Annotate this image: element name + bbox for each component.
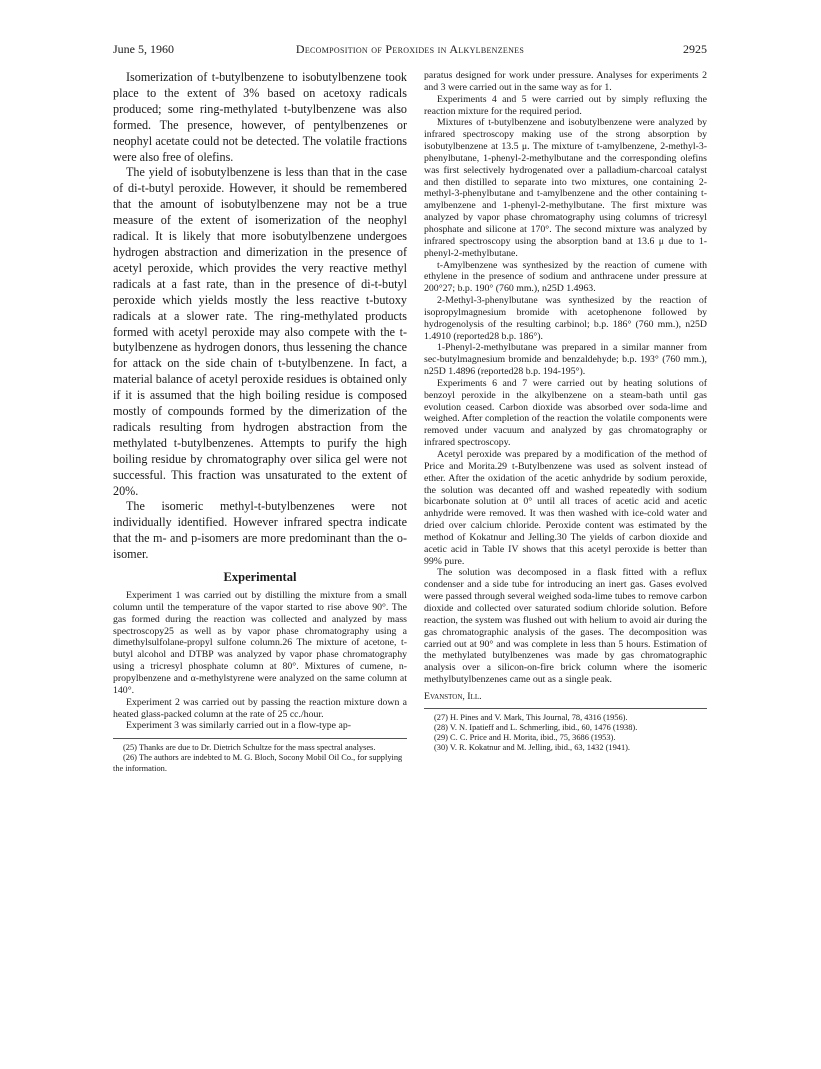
footnote: (27) H. Pines and V. Mark, This Journal, 78, 4316 (1956).: [434, 712, 628, 722]
experimental-paragraph: Experiment 1 was carried out by distilling the mixture from a small column until the temperature of the vapor started to rise above 90°. The gas formed during the reaction was collected and analyzed by mass spectroscopy25 as well as by vapor phase chromatography using a dimethylsulfolane-propyl sulfone column.26 The mixture of acetone, t-butyl alcohol and DTBP was analyzed by vapor phase chromatography using a tricresyl phosphate column at 80°. Mixtures of cumene, n-propylbenzene and α-methylstyrene were analyzed on the same column at 140°.: [113, 590, 407, 696]
footnote: (26) The authors are indebted to M. G. Bloch, Socony Mobil Oil Co., for supplying the information.: [113, 753, 403, 773]
experimental-paragraph: Experiments 6 and 7 were carried out by heating solutions of benzoyl peroxide in the alkylbenzene on a steam-bath until gas evolution ceased. Carbon dioxide was absorbed over soda-lime and weighed. After completion of the reaction the volatile components were removed under vacuum and analyzed by gas chromatography or infrared spectroscopy.: [424, 377, 707, 449]
experimental-paragraph: Experiments 4 and 5 were carried out by simply refluxing the reaction mixture for the required period.: [424, 93, 707, 117]
signoff-location: Evanston, Ill.: [424, 690, 482, 702]
footnotes-left: [113, 743, 407, 774]
header-page-number: 2925: [683, 42, 707, 56]
experimental-paragraph: Experiment 2 was carried out by passing the reaction mixture down a heated glass-packed column at the rate of 25 cc./hour.: [113, 696, 407, 720]
discussion-section: [113, 70, 407, 563]
footnote: (25) Thanks are due to Dr. Dietrich Schultze for the mass spectral analyses.: [123, 743, 376, 753]
footnote: (30) V. R. Kokatnur and M. Jelling, ibid., 63, 1432 (1941).: [434, 743, 631, 753]
experimental-paragraph: 1-Phenyl-2-methylbutane was prepared in a similar manner from sec-butylmagnesium bromide and benzaldehyde; b.p. 193° (760 mm.), n25D 1.4896 (reported28 b.p. 194-195°).: [424, 342, 707, 378]
discussion-paragraph: The isomeric methyl-t-butylbenzenes were not individually identified. However infrared spectra indicate that the m- and p-isomers are more predominant than the o-isomer.: [113, 499, 407, 562]
experimental-section: [113, 590, 407, 732]
footnote-divider: [113, 738, 407, 739]
footnote: (28) V. N. Ipatieff and L. Schmerling, ibid., 60, 1476 (1938).: [434, 723, 638, 733]
experimental-paragraph: 2-Methyl-3-phenylbutane was synthesized by the reaction of isopropylmagnesium bromide with acetophenone followed by hydrogenolysis of the resulting carbinol; b.p. 186° (760 mm.), n25D 1.4910 (reported28 b.p. 186°).: [424, 295, 707, 342]
header-date: June 5, 1960: [113, 42, 174, 56]
discussion-paragraph: The yield of isobutylbenzene is less than that in the case of di-t-butyl peroxide. However, it should be remembered that the amount of isobutylbenzene may not be a true measure of the extent of isomerization of the neophyl radical. It is likely that more isobutylbenzene undergoes hydrogen abstraction and dimerization in the presence of acetyl peroxide, which provides the very reactive methyl radicals at a fast rate, than in the presence of di-t-butyl peroxide which yields mostly the less reactive t-butoxy radicals at a slower rate. The ring-methylated products formed with acetyl peroxide may also compete with the t-butylbenzene as hydrogen donors, thus lessening the chance for attack on the side chain of t-butylbenzene. In fact, a material balance of acetyl peroxide residues is obtained only if it is assumed that the high boiling residue is composed mostly of compounds formed by the dimerization of the radicals resulting from hydrogen abstraction from the methylated t-butylbenzenes. Attempts to purify the high boiling residue by chromatography over silica gel were not successful. This fraction was unsaturated to the extent of 20%.: [113, 165, 407, 498]
running-header: [113, 42, 707, 58]
experimental-paragraph: paratus designed for work under pressure. Analyses for experiments 2 and 3 were carried out in the same way as for 1.: [424, 70, 707, 93]
experimental-paragraph: Acetyl peroxide was prepared by a modification of the method of Price and Morita.29 t-Butylbenzene was used as solvent instead of ether. After the oxidation of the acetic anhydride by sodium peroxide, the solution was decanted off and washed repeatedly with sodium bicarbonate solution at 0° until all traces of acetic acid and acetic anhydride were removed. It was then washed with ice-cold water and dried over calcium chloride. Peroxide content was estimated by the method of Kokatnur and Jelling.30 The yields of carbon dioxide and acetic acid in Table IV shows that this acetyl peroxide is better than 99% pure.: [424, 449, 707, 567]
header-title: Decomposition of Peroxides in Alkylbenzenes: [295, 42, 525, 56]
experimental-paragraph: Mixtures of t-butylbenzene and isobutylbenzene were analyzed by infrared spectroscopy making use of the strong absorption by isobutylbenzene at 13.5 μ. The mixture of t-amylbenzene, 2-methyl-3-phenylbutane, 1-phenyl-2-methylbutane and the corresponding olefins was first selectively hydrogenated over a palladium-charcoal catalyst and then distilled to separate into two mixtures, one containing 2-methyl-3-phenylbutane and t-amylbenzene and the other containing t-amylbenzene and 1-phenyl-2-methylbutane. The first mixture was analyzed by vapor phase chromatography using columns of tricresyl phosphate and silicone at 170°. The second mixture was analyzed by infrared spectroscopy using the absorption band at 13.6 μ due to 1-phenyl-2-methylbutane.: [424, 117, 707, 259]
footnote: (29) C. C. Price and H. Morita, ibid., 75, 3686 (1953).: [434, 733, 616, 743]
experimental-heading: Experimental: [223, 570, 297, 585]
experimental-paragraph: The solution was decomposed in a flask fitted with a reflux condenser and a side tube for introducing an inert gas. Gases evolved were passed through several weighed soda-lime tubes to remove carbon dioxide and collected over saturated sodium chloride solution. Before reaction, the system was flushed out with helium to avoid air during the gas chromatographic analysis of the gases. The decomposition was carried out at 90° and was complete in less than 5 hours. Estimation of the methylated butylbenzenes was made by gas chromatographic analysis over a silicon-on-fire brick column where the isomeric methylbutylbenzenes came out as a single peak.: [424, 567, 707, 686]
footnote-divider: [424, 708, 707, 709]
footnotes-right: [424, 713, 707, 754]
right-column: [424, 70, 707, 754]
discussion-paragraph: Isomerization of t-butylbenzene to isobutylbenzene took place to the extent of 3% based on acetoxy radicals produced; some ring-methylated t-butylbenzene was also formed. The presence, however, of pentylbenzenes or neophyl acetate could not be detected. The volatile fractions were also free of olefins.: [113, 70, 407, 164]
experimental-paragraph: Experiment 3 was similarly carried out in a flow-type ap-: [126, 720, 351, 732]
experimental-continued: [424, 70, 707, 686]
experimental-paragraph: t-Amylbenzene was synthesized by the reaction of cumene with ethylene in the presence of sodium and anthracene under pressure at 200°27; b.p. 190° (760 mm.), n25D 1.4963.: [424, 259, 707, 295]
left-column: [113, 70, 407, 774]
